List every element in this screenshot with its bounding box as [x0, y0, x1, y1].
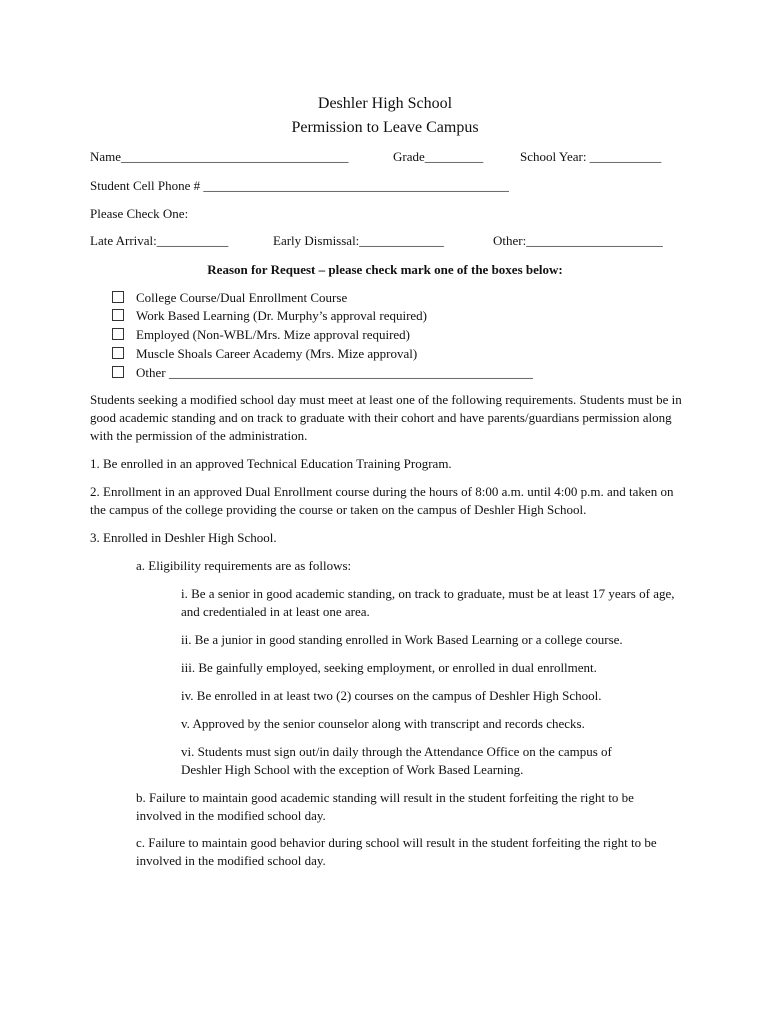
item-ii: ii. Be a junior in good standing enrolled in Work Based Learning or a college course. [181, 632, 623, 647]
reason-option-label: Employed (Non-WBL/Mrs. Mize approval required) [136, 327, 411, 342]
reason-option-label: Muscle Shoals Career Academy (Mrs. Mize approval) [136, 346, 418, 361]
grade-field[interactable]: Grade_________ [393, 149, 484, 164]
form-title: Permission to Leave Campus [291, 119, 479, 136]
school-name: Deshler High School [317, 95, 453, 112]
reason-option[interactable] [112, 364, 533, 382]
reason-heading: Reason for Request – please check mark one of the boxes below: [207, 262, 563, 277]
please-check-label: Please Check One: [90, 206, 189, 221]
school-year-field[interactable]: School Year: ___________ [520, 149, 662, 164]
reason-option[interactable] [112, 345, 417, 363]
reason-option-label: Work Based Learning (Dr. Murphy’s approval required) [136, 308, 428, 323]
reason-option[interactable] [112, 289, 347, 307]
item-v: v. Approved by the senior counselor along with transcript and records checks. [181, 716, 585, 731]
other-field[interactable]: Other:_____________________ [493, 233, 663, 248]
early-dismissal-field[interactable]: Early Dismissal:_____________ [273, 233, 444, 248]
item-i: i. Be a senior in good academic standing, on track to graduate, must be at least 17 years of age, and credentialed in at least one area. [181, 586, 675, 619]
requirement-1: 1. Be enrolled in an approved Technical Education Training Program. [90, 456, 452, 471]
item-a: a. Eligibility requirements are as follows: [136, 558, 352, 573]
requirement-2: 2. Enrollment in an approved Dual Enrollment course during the hours of 8:00 a.m. until 4:00 p.m. and taken on the campus of the college providing the course or taken on the campus of Deshler High School. [90, 484, 674, 517]
item-c: c. Failure to maintain good behavior during school will result in the student forfeiting the right to be involved in the modified school day. [136, 835, 657, 868]
late-arrival-field[interactable]: Late Arrival:___________ [90, 233, 229, 248]
checkbox-icon[interactable] [112, 309, 124, 321]
reason-option-label: College Course/Dual Enrollment Course [136, 290, 348, 305]
item-vi: vi. Students must sign out/in daily through the Attendance Office on the campus of Deshler High School with the exception of Work Based Learning. [181, 744, 612, 777]
reason-option[interactable] [112, 307, 427, 325]
checkbox-icon[interactable] [112, 366, 124, 378]
reason-option-label: Other ________________________________________________________ [136, 365, 533, 380]
requirement-3: 3. Enrolled in Deshler High School. [90, 530, 277, 545]
checkbox-icon[interactable] [112, 347, 124, 359]
checkbox-icon[interactable] [112, 291, 124, 303]
name-field[interactable]: Name___________________________________ [90, 149, 349, 164]
item-iv: iv. Be enrolled in at least two (2) courses on the campus of Deshler High School. [181, 688, 602, 703]
checkbox-icon[interactable] [112, 328, 124, 340]
intro-paragraph: Students seeking a modified school day must meet at least one of the following requirements. Students must be in good academic standing and on track to graduate with their cohort and have parents/guardians permission along with the permission of the administration. [90, 392, 682, 443]
item-b: b. Failure to maintain good academic standing will result in the student forfeiting the right to be involved in the modified school day. [136, 790, 634, 823]
reason-option[interactable] [112, 326, 410, 344]
item-iii: iii. Be gainfully employed, seeking employment, or enrolled in dual enrollment. [181, 660, 597, 675]
cell-phone-field[interactable]: Student Cell Phone # _______________________________________________ [90, 178, 509, 193]
